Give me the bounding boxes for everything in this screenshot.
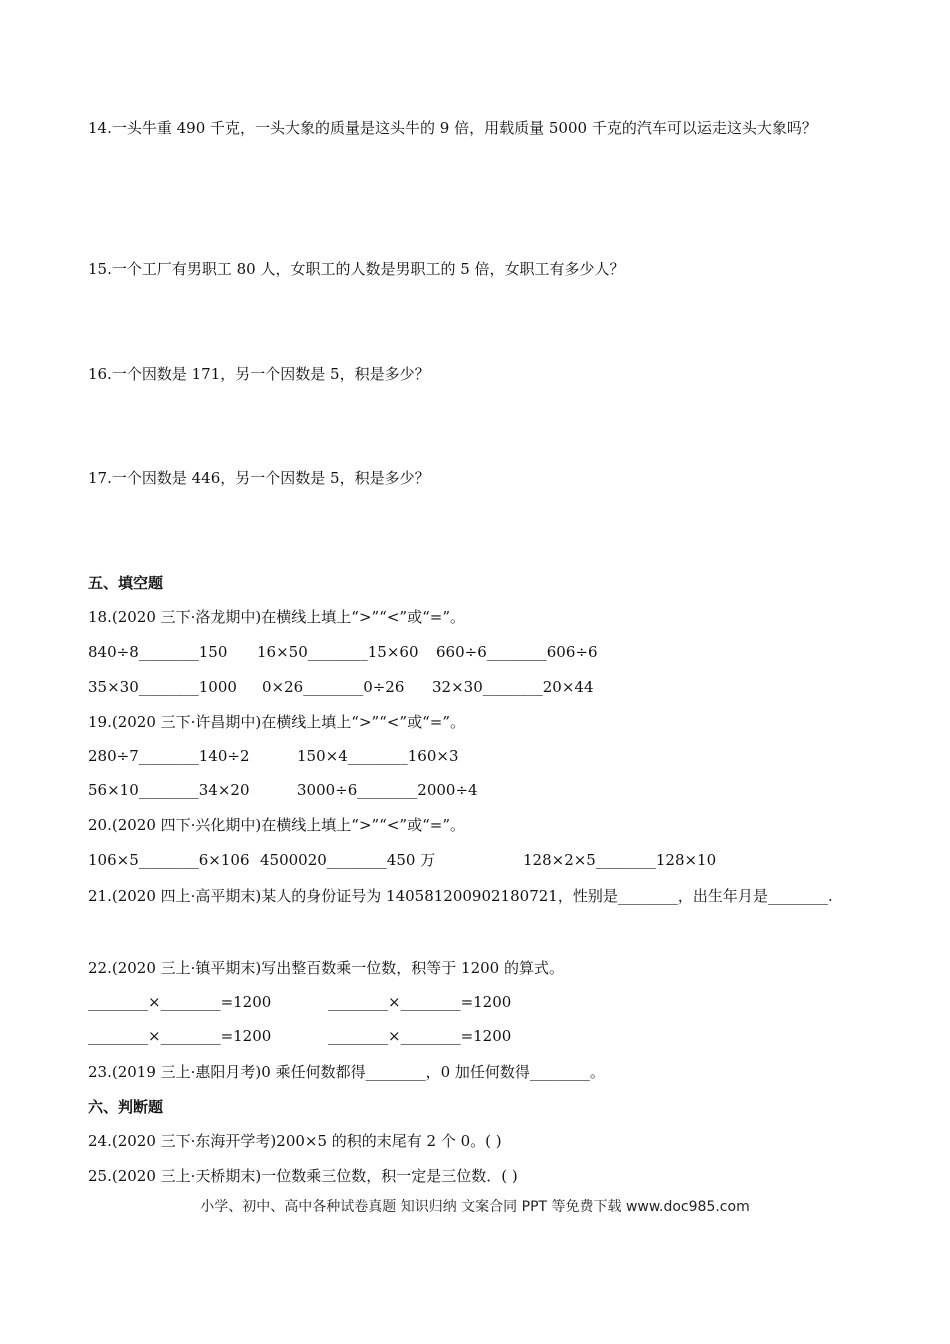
q22-item: ________×________=1200 — [88, 993, 272, 1011]
q18-item: 0×26________0÷26 — [262, 678, 405, 696]
question-18-title: 18.(2020 三下·洛龙期中)在横线上填上“>”“<”或“=”。 — [88, 608, 465, 626]
q20-item: 106×5________6×106 — [88, 851, 250, 869]
q20-item: 4500020________450 万 — [260, 851, 436, 869]
q19-item: 150×4________160×3 — [297, 747, 459, 765]
footer-banner: 小学、初中、高中各种试卷真题 知识归纳 文案合同 PPT 等免费下载 www.doc985.com — [200, 1199, 750, 1215]
q18-item: 660÷6________606÷6 — [436, 643, 598, 661]
question-25: 25.(2020 三上·天桥期末)一位数乘三位数，积一定是三位数．( ) — [88, 1167, 518, 1185]
question-20-title: 20.(2020 四下·兴化期中)在横线上填上“>”“<”或“=”。 — [88, 816, 465, 834]
q18-item: 32×30________20×44 — [432, 678, 594, 696]
section-5-heading: 五、填空题 — [88, 574, 164, 592]
question-22-title: 22.(2020 三上·镇平期末)写出整百数乘一位数，积等于 1200 的算式。 — [88, 959, 564, 977]
q18-item: 840÷8________150 — [88, 643, 228, 661]
question-19-title: 19.(2020 三下·许昌期中)在横线上填上“>”“<”或“=”。 — [88, 713, 465, 731]
q22-item: ________×________=1200 — [328, 993, 512, 1011]
question-16: 16.一个因数是 171，另一个因数是 5，积是多少？ — [88, 365, 430, 383]
q18-item: 16×50________15×60 — [257, 643, 419, 661]
q20-item: 128×2×5________128×10 — [523, 851, 717, 869]
question-23: 23.(2019 三上·惠阳月考)0 乘任何数都得________，0 加任何数得________。 — [88, 1063, 605, 1081]
q19-item: 280÷7________140÷2 — [88, 747, 250, 765]
question-17: 17.一个因数是 446，另一个因数是 5，积是多少？ — [88, 469, 430, 487]
q22-item: ________×________=1200 — [328, 1027, 512, 1045]
q19-item: 3000÷6________2000÷4 — [297, 781, 478, 799]
q19-item: 56×10________34×20 — [88, 781, 250, 799]
question-15: 15.一个工厂有男职工 80 人，女职工的人数是男职工的 5 倍，女职工有多少人？ — [88, 260, 625, 278]
question-24: 24.(2020 三下·东海开学考)200×5 的积的末尾有 2 个 0。( ) — [88, 1132, 502, 1150]
q18-item: 35×30________1000 — [88, 678, 237, 696]
q22-item: ________×________=1200 — [88, 1027, 272, 1045]
question-21: 21.(2020 四上·高平期末)某人的身份证号为 140581200902180721，性别是________，出生年月是________. — [88, 887, 833, 905]
question-14: 14.一头牛重 490 千克，一头大象的质量是这头牛的 9 倍，用载质量 5000 千克的汽车可以运走这头大象吗？ — [88, 119, 817, 137]
section-6-heading: 六、判断题 — [88, 1098, 164, 1116]
